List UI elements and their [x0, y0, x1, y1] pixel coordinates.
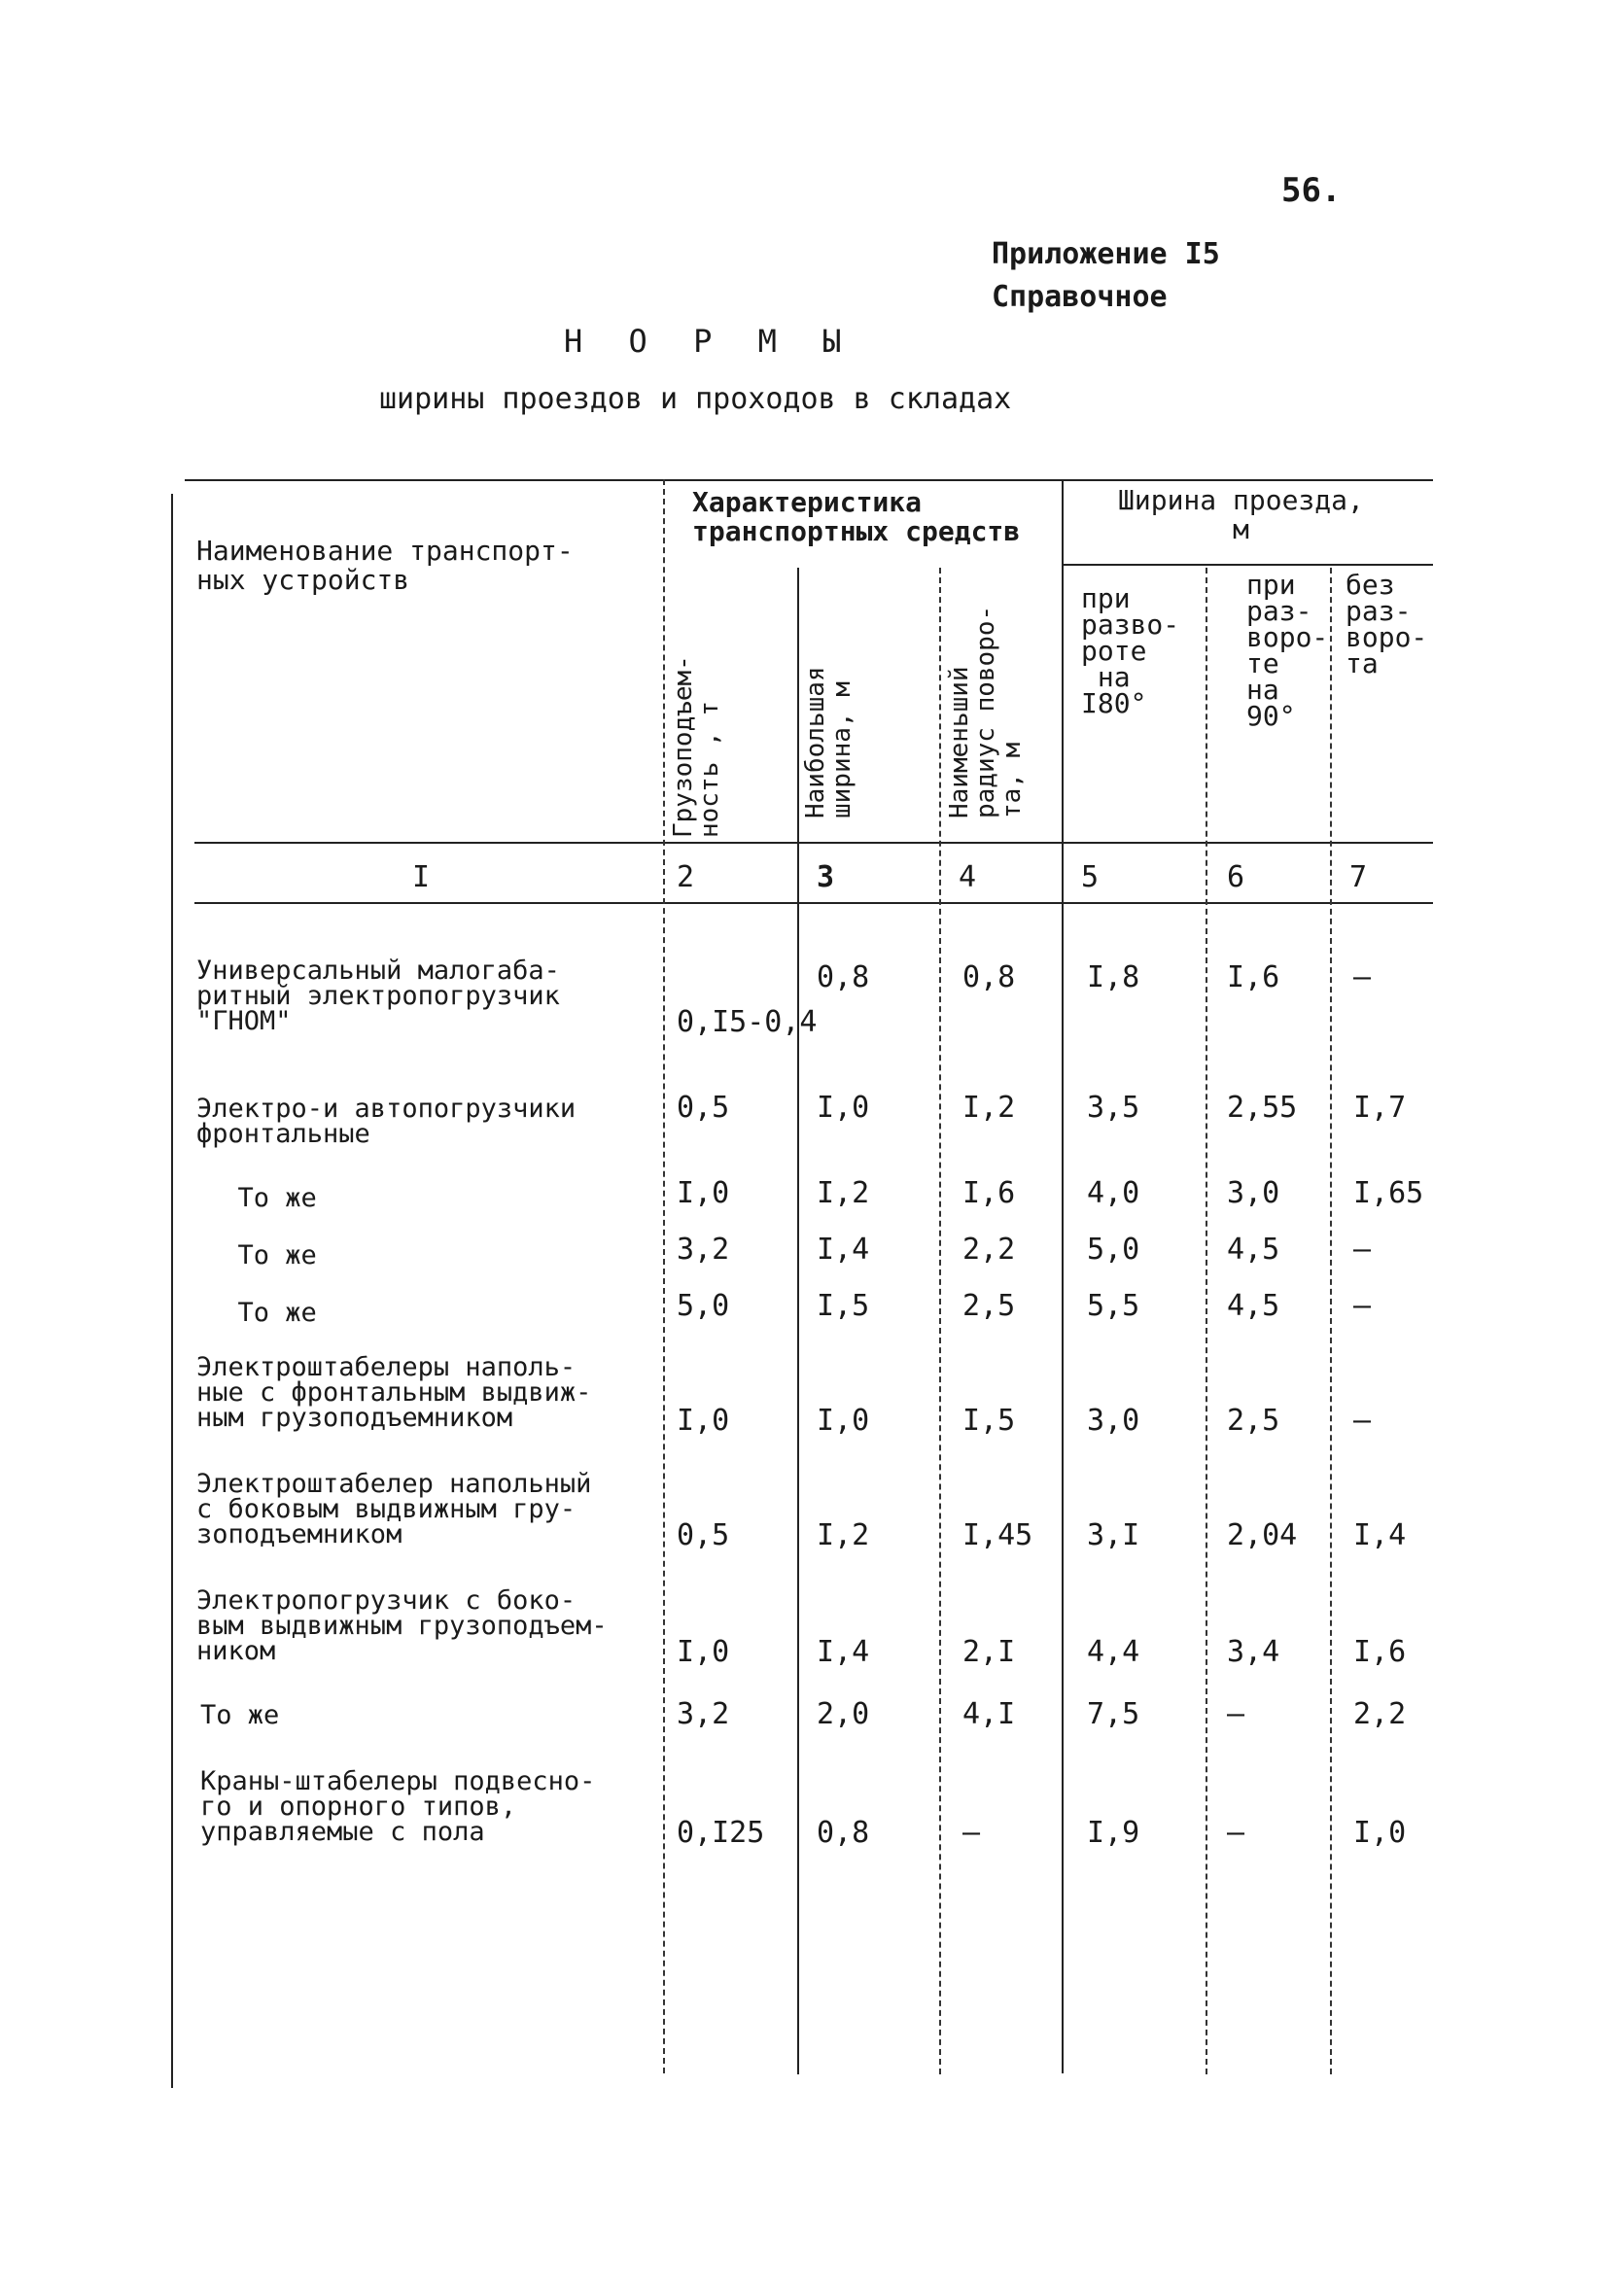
row-max-width: 0,8 [817, 960, 870, 994]
row-no-turn: – [1353, 1404, 1372, 1438]
row-turn-90: I,6 [1227, 960, 1280, 994]
table-left-border [171, 494, 173, 2088]
row-min-radius: 2,I [962, 1635, 1016, 1669]
col-divider-6 [1330, 568, 1332, 2074]
header-load-capacity: Грузоподъем- ность , т [669, 655, 724, 838]
header-transport-name: Наименование транспорт- ных устройств [196, 535, 574, 596]
col-divider-5 [1206, 568, 1207, 2074]
row-turn-180: 3,5 [1087, 1091, 1140, 1125]
header-bottom-border [194, 842, 1433, 844]
row-min-radius: 2,2 [962, 1233, 1016, 1267]
appendix-number: Приложение I5 [992, 237, 1220, 271]
row-name: Электро-и автопогрузчики фронтальные [196, 1094, 577, 1149]
row-turn-90: 2,55 [1227, 1091, 1298, 1125]
row-no-turn: I,4 [1353, 1518, 1407, 1552]
row-turn-90: 4,5 [1227, 1289, 1280, 1323]
row-turn-90: 3,0 [1227, 1176, 1280, 1210]
row-turn-90: – [1227, 1697, 1245, 1731]
table-top-border [185, 479, 1433, 481]
column-number-2: 2 [677, 860, 695, 894]
row-load-capacity: 5,0 [677, 1289, 730, 1323]
row-no-turn: I,0 [1353, 1816, 1407, 1850]
row-max-width: I,0 [817, 1404, 870, 1438]
header-width-group: Ширина проезда, м [1118, 484, 1364, 545]
page-number: 56. [1281, 171, 1342, 210]
row-name: Электропогрузчик с боко- вым выдвижным грузоподъем- ником [196, 1585, 608, 1666]
row-name: Электроштабелеры наполь- ные с фронтальным выдвиж- ным грузоподъемником [196, 1352, 592, 1433]
row-load-capacity: 3,2 [677, 1697, 730, 1731]
row-name: То же [206, 1183, 317, 1213]
row-no-turn: – [1353, 1233, 1372, 1267]
header-group-divider [1062, 564, 1433, 566]
column-number-7: 7 [1349, 860, 1368, 894]
row-turn-90: 4,5 [1227, 1233, 1280, 1267]
row-load-capacity: 0,5 [677, 1091, 730, 1125]
column-numbers-border [194, 902, 1433, 904]
row-turn-180: 5,0 [1087, 1233, 1140, 1267]
row-no-turn: – [1353, 1289, 1372, 1323]
row-load-capacity: 3,2 [677, 1233, 730, 1267]
row-min-radius: 0,8 [962, 960, 1016, 994]
row-name: Краны-штабелеры подвесно- го и опорного типов, управляемые с пола [200, 1766, 596, 1847]
header-characteristics-group: Характеристика транспортных средств [692, 486, 1021, 547]
row-min-radius: I,45 [962, 1518, 1033, 1552]
row-max-width: I,2 [817, 1518, 870, 1552]
row-turn-180: 4,4 [1087, 1635, 1140, 1669]
row-turn-90: 2,5 [1227, 1404, 1280, 1438]
row-load-capacity: 0,5 [677, 1518, 730, 1552]
row-name: Электроштабелер напольный с боковым выдвижным гру- зоподъемником [196, 1469, 592, 1549]
row-load-capacity: 0,I25 [677, 1816, 765, 1850]
appendix-type: Справочное [992, 280, 1168, 314]
row-turn-180: I,9 [1087, 1816, 1140, 1850]
column-number-1: I [412, 860, 431, 894]
row-turn-180: 3,I [1087, 1518, 1140, 1552]
header-turn-90: при раз- воро- те на 90° [1246, 569, 1329, 732]
row-max-width: I,2 [817, 1176, 870, 1210]
column-number-6: 6 [1227, 860, 1245, 894]
row-name: То же [206, 1240, 317, 1270]
column-number-3: 3 [817, 860, 835, 894]
row-load-capacity: 0,I5-0,4 [677, 1005, 818, 1039]
row-no-turn: I,7 [1353, 1091, 1407, 1125]
header-no-turn: без раз- воро- та [1346, 569, 1428, 679]
row-no-turn: 2,2 [1353, 1697, 1407, 1731]
document-subtitle: ширины проездов и проходов в складах [379, 382, 1012, 416]
row-max-width: I,0 [817, 1091, 870, 1125]
header-max-width: Наибольшая ширина, м [801, 666, 856, 818]
row-min-radius: 4,I [962, 1697, 1016, 1731]
col-divider-2 [797, 568, 799, 2074]
row-turn-180: 4,0 [1087, 1176, 1140, 1210]
row-max-width: I,5 [817, 1289, 870, 1323]
col-divider-4 [1062, 479, 1064, 2073]
row-turn-180: 3,0 [1087, 1404, 1140, 1438]
row-min-radius: 2,5 [962, 1289, 1016, 1323]
document-title: Н О Р М Ы [564, 323, 856, 360]
row-max-width: I,4 [817, 1635, 870, 1669]
row-turn-180: 7,5 [1087, 1697, 1140, 1731]
row-max-width: I,4 [817, 1233, 870, 1267]
row-no-turn: I,65 [1353, 1176, 1424, 1210]
row-min-radius: I,2 [962, 1091, 1016, 1125]
row-min-radius: – [962, 1816, 981, 1850]
row-name: То же [206, 1298, 317, 1328]
row-load-capacity: I,0 [677, 1176, 730, 1210]
row-turn-180: I,8 [1087, 960, 1140, 994]
row-load-capacity: I,0 [677, 1635, 730, 1669]
row-no-turn: – [1353, 960, 1372, 994]
row-turn-90: – [1227, 1816, 1245, 1850]
row-turn-90: 3,4 [1227, 1635, 1280, 1669]
column-number-5: 5 [1081, 860, 1100, 894]
row-turn-90: 2,04 [1227, 1518, 1298, 1552]
row-load-capacity: I,0 [677, 1404, 730, 1438]
row-name: Универсальный малогаба- ритный электропогрузчик "ГНОМ" [196, 956, 560, 1036]
row-max-width: 2,0 [817, 1697, 870, 1731]
header-min-radius: Наименьший радиус поворо- та, м [945, 605, 1027, 818]
header-turn-180: при разво- роте на I80° [1081, 582, 1180, 719]
row-min-radius: I,6 [962, 1176, 1016, 1210]
col-divider-3 [939, 568, 941, 2074]
row-no-turn: I,6 [1353, 1635, 1407, 1669]
appendix-label [992, 233, 1220, 319]
row-name: То же [200, 1700, 280, 1730]
row-max-width: 0,8 [817, 1816, 870, 1850]
row-min-radius: I,5 [962, 1404, 1016, 1438]
col-divider-1 [663, 479, 665, 2073]
row-turn-180: 5,5 [1087, 1289, 1140, 1323]
column-number-4: 4 [959, 860, 977, 894]
